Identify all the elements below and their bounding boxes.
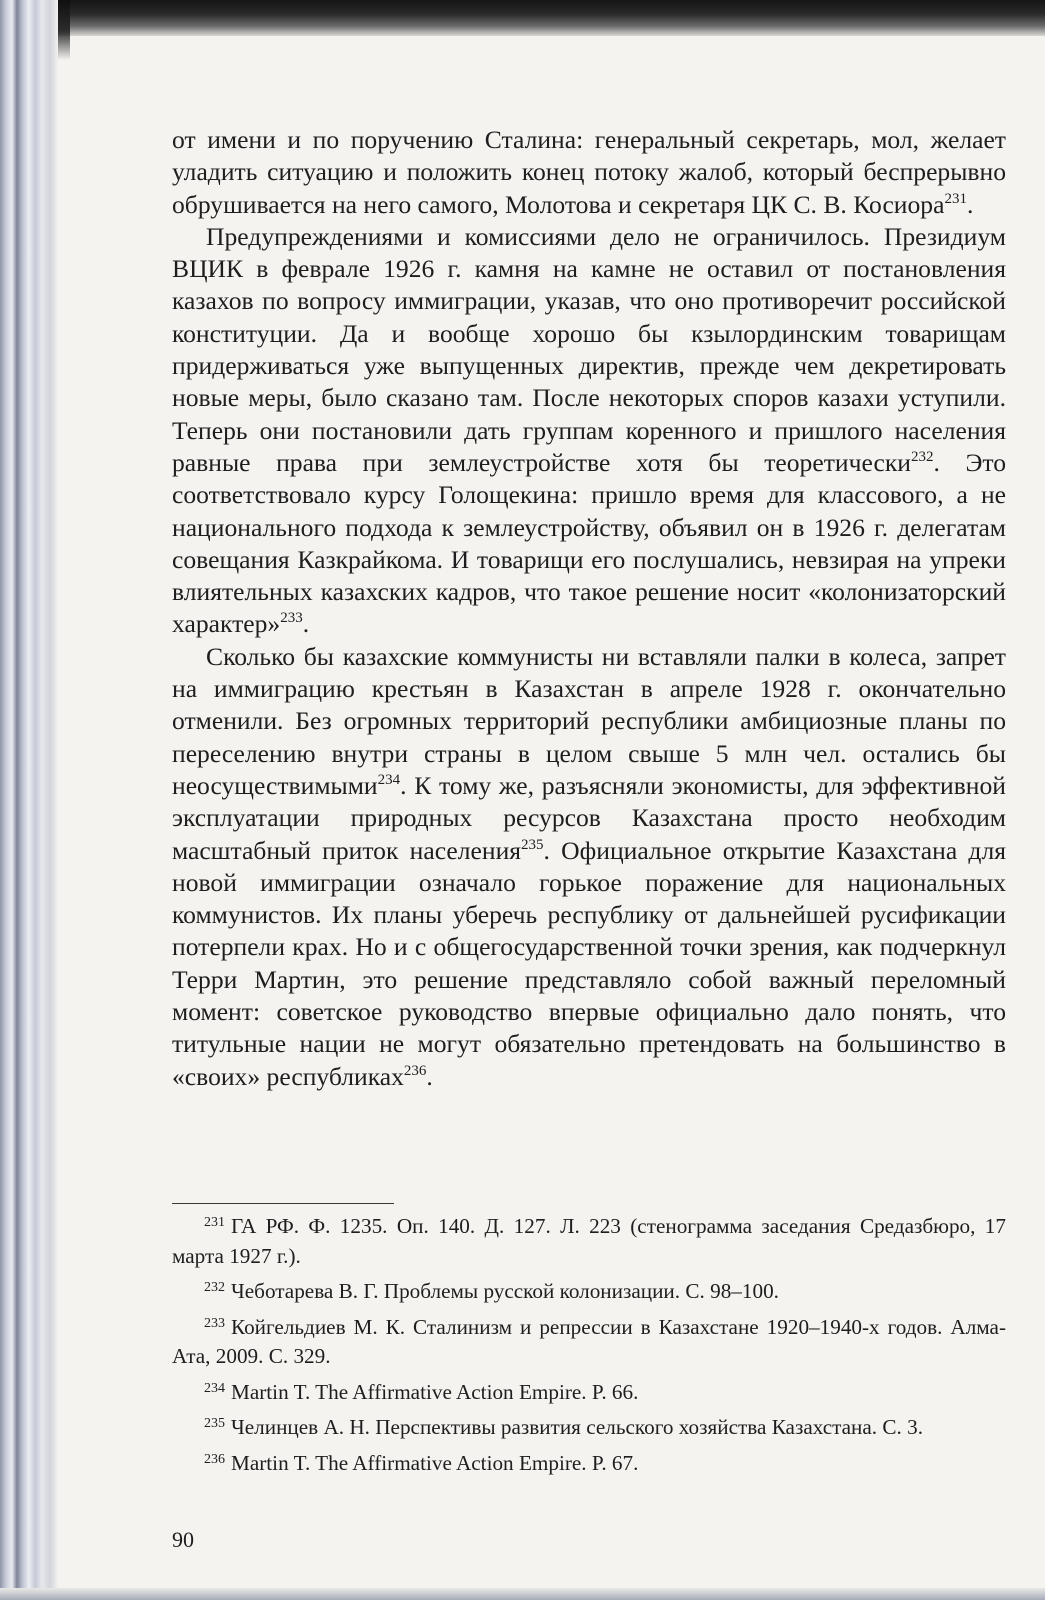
- footnote-divider: [172, 1203, 394, 1204]
- footnote-number: 233: [204, 1315, 225, 1331]
- footnote-234: [172, 1378, 1006, 1408]
- footnote-number: 236: [204, 1451, 225, 1467]
- footnote-232: [172, 1277, 1006, 1307]
- footnote-text: Чеботарева В. Г. Проблемы русской колонизации. С. 98–100.: [231, 1279, 779, 1303]
- footnote-number: 235: [204, 1416, 225, 1431]
- footnote-text: Койгельдиев М. К. Сталинизм и репрессии в Казахстане 1920–1940-х годов. Алма-Ата, 2009. С. 329.: [172, 1314, 1006, 1368]
- footnote-ref-233[interactable]: 233: [280, 610, 303, 627]
- paragraph-1-text: от имени и по поручению Сталина: генеральный секретарь, мол, желает уладить ситуацию и положить конец потоку жалоб, который беспрерывно обрушивается на него самого, Молотова и секретаря ЦК С. В. Косиора: [172, 125, 1006, 219]
- book-spine: [0, 0, 58, 1600]
- page-number: 90: [172, 1527, 194, 1552]
- footnote-ref-234[interactable]: 234: [377, 771, 401, 788]
- main-text: [172, 124, 1006, 1093]
- paragraph-3-text-c: . Официальное открытие Казахстана для новой иммиграции означало горькое поражение для национальных коммунистов. Их планы уберечь республику от дальнейшей русификации потерпели крах. Но и с общегосударственной точки зрения, как подчеркнул Терри Мартин, это решение представляло собой важный переломный момент: советское руководство впервые официально дало понять, что титульные нации не могут обязательно претендовать на большинство в «своих» республиках: [172, 835, 1006, 1091]
- paragraph-3-tail: .: [426, 1061, 433, 1091]
- paragraph-2-text-a: Предупреждениями и комиссиями дело не ограничилось. Президиум ВЦИК в феврале 1926 г. камня на камне не оставил от постановления казахов по вопросу иммиграции, указав, что оно противоречит российской конституции. Да и вообще хорошо бы кзылординским товарищам придерживаться уже выпущенных директив, прежде чем декретировать новые меры, было сказано там. После некоторых споров казахи уступили. Теперь они постановили дать группам коренного и пришлого населения равные права при землеустройстве хотя бы теоретически: [172, 221, 1006, 477]
- footnote-231: [172, 1212, 1006, 1271]
- paragraph-3: [172, 641, 1006, 1093]
- page-bottom-edge: [0, 1588, 1045, 1600]
- footnote-235: [172, 1413, 1006, 1443]
- paragraph-1-tail: .: [966, 189, 974, 219]
- paragraph-2-text-b: . Это соответствовало курсу Голощекина: пришло время для классового, а не национального подхода к землеустройству, объявил он в 1926 г. делегатам совещания Казкрайкома. И товарищи его послушались, невзирая на упреки влиятельных казахских кадров, что такое решение носит «колонизаторский характер»: [172, 447, 1006, 639]
- footnote-number: 232: [204, 1280, 225, 1295]
- footnote-ref-236[interactable]: 236: [403, 1062, 427, 1079]
- footnotes: [172, 1212, 1006, 1484]
- footnote-236: [172, 1449, 1006, 1479]
- footnote-text: Martin T. The Affirmative Action Empire. P. 66.: [231, 1379, 639, 1404]
- paragraph-3-text-b: . К тому же, разъясняли экономисты, для эффективной эксплуатации природных ресурсов Казахстана просто необходим масштабный приток населения: [172, 770, 1006, 865]
- paragraph-1: [172, 124, 1006, 221]
- footnote-ref-232[interactable]: 232: [910, 448, 934, 465]
- footnote-number: 231: [204, 1215, 225, 1230]
- paragraph-2: [172, 221, 1006, 641]
- footnote-number: 234: [204, 1380, 225, 1396]
- footnote-text: ГА РФ. Ф. 1235. Оп. 140. Д. 127. Л. 223 (стенограмма заседания Средазбюро, 17 марта 1927 г.).: [172, 1214, 1006, 1268]
- paragraph-3-text-a: Сколько бы казахские коммунисты ни вставляли палки в колеса, запрет на иммиграцию крестьян в Казахстан в апреле 1928 г. окончательно отменили. Без огромных территорий республики амбициозные планы по переселению внутри страны в целом свыше 5 млн чел. остались бы неосуществимыми: [172, 641, 1006, 800]
- footnote-text: Челинцев А. Н. Перспективы развития сельского хозяйства Казахстана. С. 3.: [231, 1415, 923, 1439]
- footnote-ref-231[interactable]: 231: [944, 190, 967, 207]
- footnote-233: [172, 1313, 1006, 1372]
- page-top-shadow: [0, 0, 1045, 36]
- footnote-text: Martin T. The Affirmative Action Empire. P. 67.: [231, 1450, 639, 1475]
- paragraph-2-tail: .: [302, 609, 310, 639]
- footnote-ref-235[interactable]: 235: [521, 836, 544, 853]
